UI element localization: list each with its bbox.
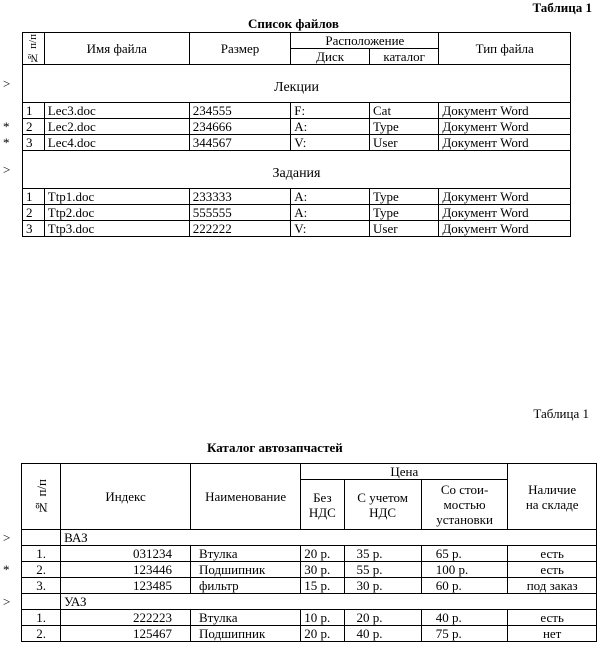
group-row [22,530,597,546]
header-num: № п/п [23,33,45,65]
header-disk: Диск [291,49,370,65]
price-no-vat-cell: 15 р. [301,578,344,594]
row-marker: * [3,562,10,577]
file-size-cell: 234666 [189,119,291,135]
file-type-cell: Документ Word [439,221,571,237]
table-row [22,626,597,642]
stock-cell: нет [508,626,597,642]
file-name-cell: Lec2.doc [44,119,189,135]
price-with-vat-cell: 35 р. [344,546,421,562]
group-row [22,594,597,610]
header-with-vat: С учетом НДС [344,480,421,530]
price-with-install-cell: 65 р. [421,546,508,562]
file-size-cell: 555555 [189,205,291,221]
price-with-vat-cell: 55 р. [344,562,421,578]
file-type-cell: Документ Word [439,205,571,221]
row-number: 3 [23,221,45,237]
file-type-cell: Документ Word [439,119,571,135]
file-name-cell: Lec3.doc [44,103,189,119]
group-marker: > [3,594,11,609]
table-row [22,610,597,626]
part-name-cell: Втулка [190,610,300,626]
header-location: Расположение [291,33,439,49]
group-row [23,151,571,189]
stock-cell: есть [508,610,597,626]
disk-cell: A: [291,205,370,221]
file-size-cell: 344567 [189,135,291,151]
price-no-vat-cell: 20 р. [301,626,344,642]
price-with-install-cell: 75 р. [421,626,508,642]
price-with-install-cell: 40 р. [421,610,508,626]
price-no-vat-cell: 10 р. [301,610,344,626]
disk-cell: V: [291,135,370,151]
part-name-cell: Подшипник [190,562,300,578]
index-cell: 123446 [61,562,191,578]
header-no-vat: Без НДС [301,480,344,530]
header-num: № п/п [22,464,61,530]
row-number: 3 [23,135,45,151]
file-name-cell: Ttp1.doc [44,189,189,205]
price-no-vat-cell: 20 р. [301,546,344,562]
price-with-vat-cell: 20 р. [344,610,421,626]
row-number: 2. [22,626,61,642]
group-name: УАЗ [61,594,597,610]
index-cell: 222223 [61,610,191,626]
header-name: Наименование [190,464,300,530]
stock-cell: есть [508,562,597,578]
row-number: 1. [22,610,61,626]
header-folder: каталог [370,49,439,65]
header-index: Индекс [61,464,191,530]
folder-cell: Cat [370,103,439,119]
file-size-cell: 222222 [189,221,291,237]
group-marker: > [3,530,11,545]
folder-cell: Type [370,205,439,221]
price-with-vat-cell: 40 р. [344,626,421,642]
file-size-cell: 234555 [189,103,291,119]
header-size: Размер [189,33,291,65]
group-name: ВАЗ [61,530,597,546]
group-spacer [22,530,61,546]
table-row [23,221,571,237]
header-stock: Наличие на складе [508,464,597,530]
file-name-cell: Ttp2.doc [44,205,189,221]
group-marker: > [3,76,11,91]
table-row [23,189,571,205]
row-number: 1. [22,546,61,562]
price-no-vat-cell: 30 р. [301,562,344,578]
file-size-cell: 233333 [189,189,291,205]
table-title-parts: Каталог автозапчастей [207,440,343,455]
disk-cell: F: [291,103,370,119]
header-with-install: Со стои- мостью установки [421,480,508,530]
row-number: 2 [23,205,45,221]
table-row [22,562,597,578]
price-with-install-cell: 60 р. [421,578,508,594]
index-cell: 031234 [61,546,191,562]
table-title-files: Список файлов [248,16,339,31]
file-name-cell: Lec4.doc [44,135,189,151]
folder-cell: Type [370,119,439,135]
row-number: 2 [23,119,45,135]
index-cell: 125467 [61,626,191,642]
files-table [22,32,571,237]
table-label-1: Таблица 1 [532,0,592,15]
table-row [22,546,597,562]
group-name: Задания [23,151,571,189]
file-type-cell: Документ Word [439,103,571,119]
folder-cell: Type [370,189,439,205]
table-row [22,578,597,594]
disk-cell: A: [291,189,370,205]
disk-cell: V: [291,221,370,237]
file-type-cell: Документ Word [439,189,571,205]
group-marker: > [3,162,11,177]
part-name-cell: Втулка [190,546,300,562]
stock-cell: под заказ [508,578,597,594]
header-filename: Имя файла [44,33,189,65]
row-number: 1 [23,189,45,205]
row-number: 2. [22,562,61,578]
group-name: Лекции [23,65,571,103]
file-name-cell: Ttp3.doc [44,221,189,237]
table-row [23,103,571,119]
table-row [23,119,571,135]
part-name-cell: фильтр [190,578,300,594]
group-row [23,65,571,103]
row-number: 3. [22,578,61,594]
row-marker: * [3,119,10,134]
disk-cell: A: [291,119,370,135]
table-label-2: Таблица 1 [533,406,589,421]
table-row [23,135,571,151]
parts-table [21,463,597,642]
index-cell: 123485 [61,578,191,594]
file-type-cell: Документ Word [439,135,571,151]
header-price: Цена [301,464,508,480]
row-marker: * [3,135,10,150]
table-row [23,205,571,221]
price-with-vat-cell: 30 р. [344,578,421,594]
stock-cell: есть [508,546,597,562]
group-spacer [22,594,61,610]
header-filetype: Тип файла [439,33,571,65]
row-number: 1 [23,103,45,119]
part-name-cell: Подшипник [190,626,300,642]
price-with-install-cell: 100 р. [421,562,508,578]
folder-cell: User [370,135,439,151]
folder-cell: User [370,221,439,237]
